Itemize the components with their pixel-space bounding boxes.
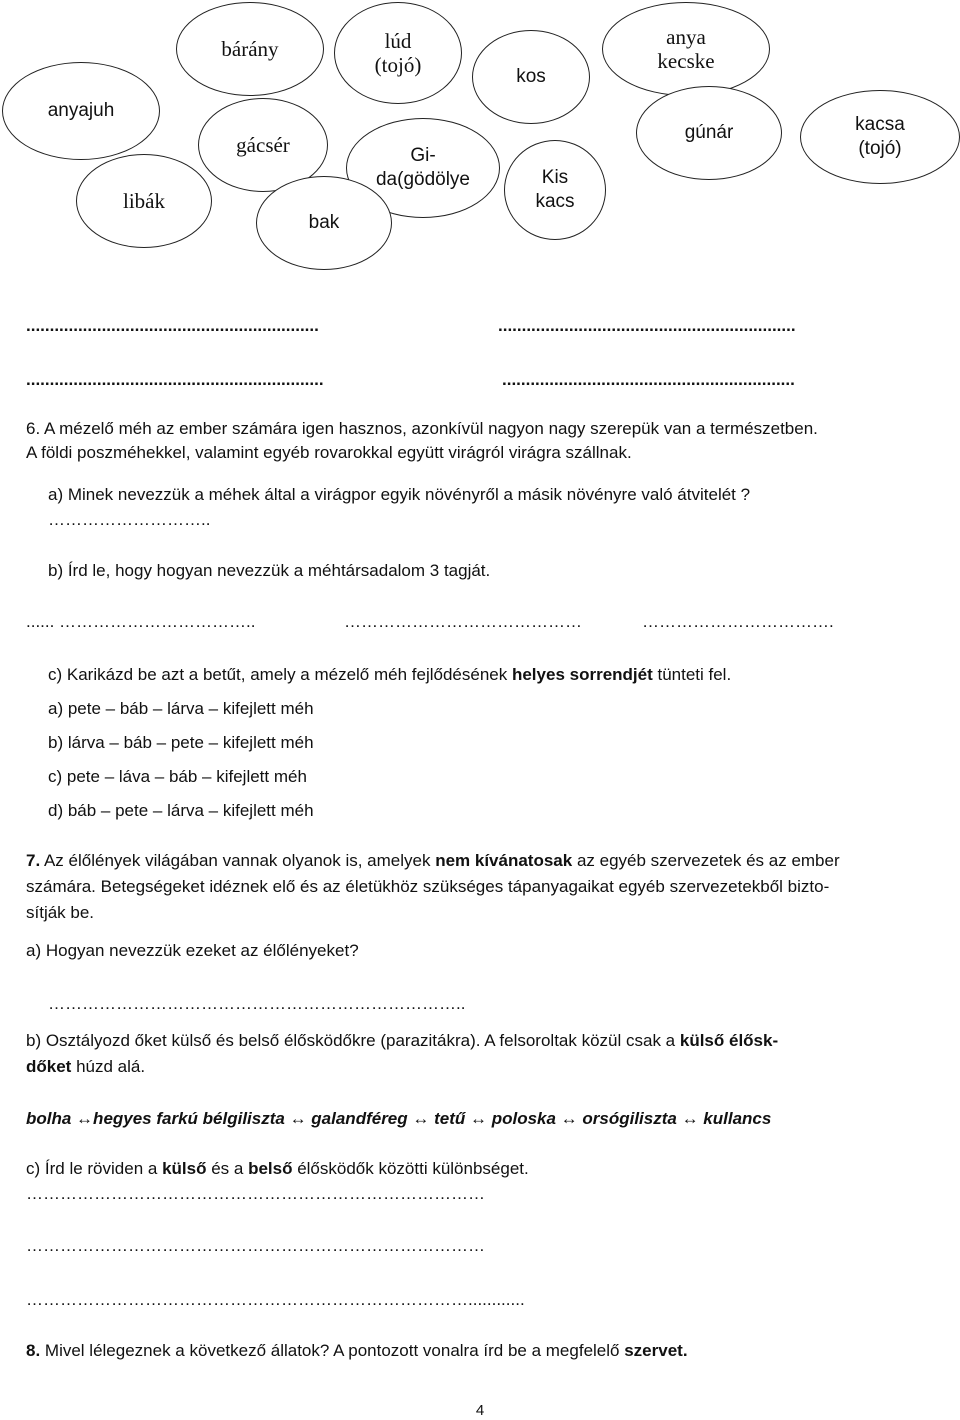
answer-dots: ..............................................................	[502, 370, 795, 389]
q6-b-answer-2: ……………………………………	[344, 612, 582, 631]
q7-a: a) Hogyan nevezzük ezeket az élőlényeket?	[26, 941, 359, 960]
oval-kis-kacs: Kis kacs	[504, 140, 606, 240]
q7-parasite-list: bolha ↔hegyes farkú bélgiliszta ↔ galandféreg ↔ tetű ↔ poloska ↔ orsógiliszta ↔ kullancs	[26, 1109, 772, 1128]
q7-line2: számára. Betegségeket idéznek elő és az életükhöz szükséges tápanyagaikat egyéb szervezetekből bizto-	[26, 877, 830, 896]
answer-dots: ...............................................................	[26, 370, 324, 389]
q6-c: c) Karikázd be azt a betűt, amely a mézelő méh fejlődésének helyes sorrendjét tünteti fel.	[48, 665, 732, 684]
q7-line3: sítják be.	[26, 903, 95, 922]
q7-c: c) Írd le röviden a külső és a belső élősködők közötti különbséget.	[26, 1159, 529, 1178]
page-number: 4	[475, 1402, 485, 1419]
q6-b-answer-1: ...... ……………………………..	[26, 612, 256, 631]
q6-option-b: b) lárva – báb – pete – kifejlett méh	[48, 733, 314, 752]
q7-c-answer-3: ……………………………………………………………………............	[26, 1290, 525, 1309]
q7-c-answer-2: ………………………………………………………………………	[26, 1236, 485, 1255]
oval-lud: lúd (tojó)	[334, 2, 462, 104]
q7-line1: 7. Az élőlények világában vannak olyanok is, amelyek nem kívánatosak az egyéb szervezetek és az ember	[26, 851, 840, 870]
oval-anya-kecske: anya kecske	[602, 2, 770, 96]
q7-a-answer: ………………………………………………………………..	[48, 994, 466, 1013]
q6-option-c: c) pete – láva – báb – kifejlett méh	[48, 767, 307, 786]
oval-gida: Gi- da(gödölye	[346, 118, 500, 218]
oval-barany: bárány	[176, 2, 324, 96]
oval-gunar: gúnár	[636, 86, 782, 180]
q6-line1: 6. A mézelő méh az ember számára igen hasznos, azonkívül nagyon nagy szerepük van a természetben.	[26, 419, 818, 438]
q6-line2: A földi poszméhekkel, valamint egyéb rovarokkal együtt virágról virágra szállnak.	[26, 443, 632, 462]
oval-libak: libák	[76, 154, 212, 248]
oval-kos: kos	[472, 30, 590, 124]
q7-b-line1: b) Osztályozd őket külső és belső élősködőkre (parazitákra). A felsoroltak közül csak a külső élősk-	[26, 1031, 779, 1050]
q6-b-answer-3: …………………………….	[642, 612, 834, 631]
q6-b: b) Írd le, hogy hogyan nevezzük a méhtársadalom 3 tagját.	[48, 561, 491, 580]
q6-option-a: a) pete – báb – lárva – kifejlett méh	[48, 699, 314, 718]
q7-b-line2: dőket húzd alá.	[26, 1057, 146, 1076]
q7-c-answer-1: ………………………………………………………………………	[26, 1184, 485, 1203]
oval-anyajuh: anyajuh	[2, 62, 160, 160]
q6-a: a) Minek nevezzük a méhek által a virágpor egyik növényről a másik növényre való átvitelét ?	[48, 485, 751, 504]
oval-gacser: gácsér	[198, 98, 328, 192]
q6-option-d: d) báb – pete – lárva – kifejlett méh	[48, 801, 314, 820]
oval-kacsa-tojo: kacsa (tojó)	[800, 90, 960, 184]
q6-a-answer: ………………………..	[48, 510, 211, 529]
answer-dots: ..............................................................	[26, 316, 319, 335]
q8-line: 8. Mivel lélegeznek a következő állatok? A pontozott vonalra írd be a megfelelő szervet.	[26, 1341, 688, 1360]
answer-dots: ...............................................................	[498, 316, 796, 335]
oval-bak: bak	[256, 176, 392, 270]
